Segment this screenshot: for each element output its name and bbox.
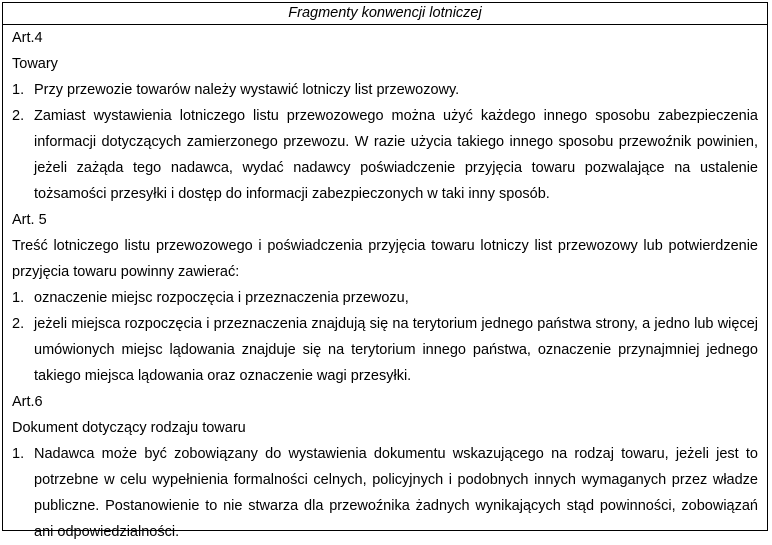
list-number: 2. — [12, 108, 25, 124]
art4-heading: Art.4 — [12, 30, 43, 46]
document-frame — [2, 2, 768, 540]
list-number: 2. — [12, 316, 25, 332]
list-text: oznaczenie miejsc rozpoczęcia i przeznaczenia przewozu, — [34, 290, 409, 306]
art5-item-2 — [12, 311, 758, 389]
list-text: Przy przewozie towarów należy wystawić lotniczy list przewozowy. — [34, 82, 460, 98]
art5-item-1 — [12, 285, 758, 311]
art4-item-1 — [12, 77, 758, 103]
art6-item-1 — [12, 441, 758, 545]
art4-subheading: Towary — [12, 56, 58, 72]
list-text: Zamiast wystawienia lotniczego listu przewozowego można użyć każdego innego sposobu zabezpieczenia informacji dotyczących zamierzonego przewozu. W razie użycia takiego innego sposobu przewoźnik powinien, jeżeli zażąda tego nadawca, wydać nadawcy poświadczenie przyjęcia towaru pozwalające na ustalenie tożsamości przesyłki i dostęp do informacji zabezpieczonych w taki inny sposób. — [34, 108, 758, 202]
art6-subheading: Dokument dotyczący rodzaju towaru — [12, 420, 246, 436]
document-title: Fragmenty konwencji lotniczej — [3, 3, 767, 25]
list-number: 1. — [12, 82, 25, 98]
art5-heading: Art. 5 — [12, 212, 47, 228]
art5-intro: Treść lotniczego listu przewozowego i poświadczenia przyjęcia towaru lotniczy list przewozowy lub potwierdzenie przyjęcia towaru powinny zawierać: — [12, 238, 758, 280]
document-content — [3, 25, 767, 545]
list-number: 1. — [12, 290, 25, 306]
art6-heading: Art.6 — [12, 394, 43, 410]
list-text: jeżeli miejsca rozpoczęcia i przeznaczenia znajdują się na terytorium jednego państwa strony, a jedno lub więcej umówionych miejsc lądowania znajduje się na terytorium innego państwa, oznaczenie przynajmniej jednego takiego miejsca lądowania oraz oznaczenie wagi przesyłki. — [34, 316, 758, 384]
list-number: 1. — [12, 446, 25, 462]
list-text: Nadawca może być zobowiązany do wystawienia dokumentu wskazującego na rodzaj towaru, jeżeli jest to potrzebne w celu wypełnienia formalności celnych, policyjnych i podobnych innych wymaganych przez władze publiczne. Postanowienie to nie stwarza dla przewoźnika żadnych wynikających stąd powinności, zobowiązań ani odpowiedzialności. — [34, 446, 758, 540]
art4-item-2 — [12, 103, 758, 207]
